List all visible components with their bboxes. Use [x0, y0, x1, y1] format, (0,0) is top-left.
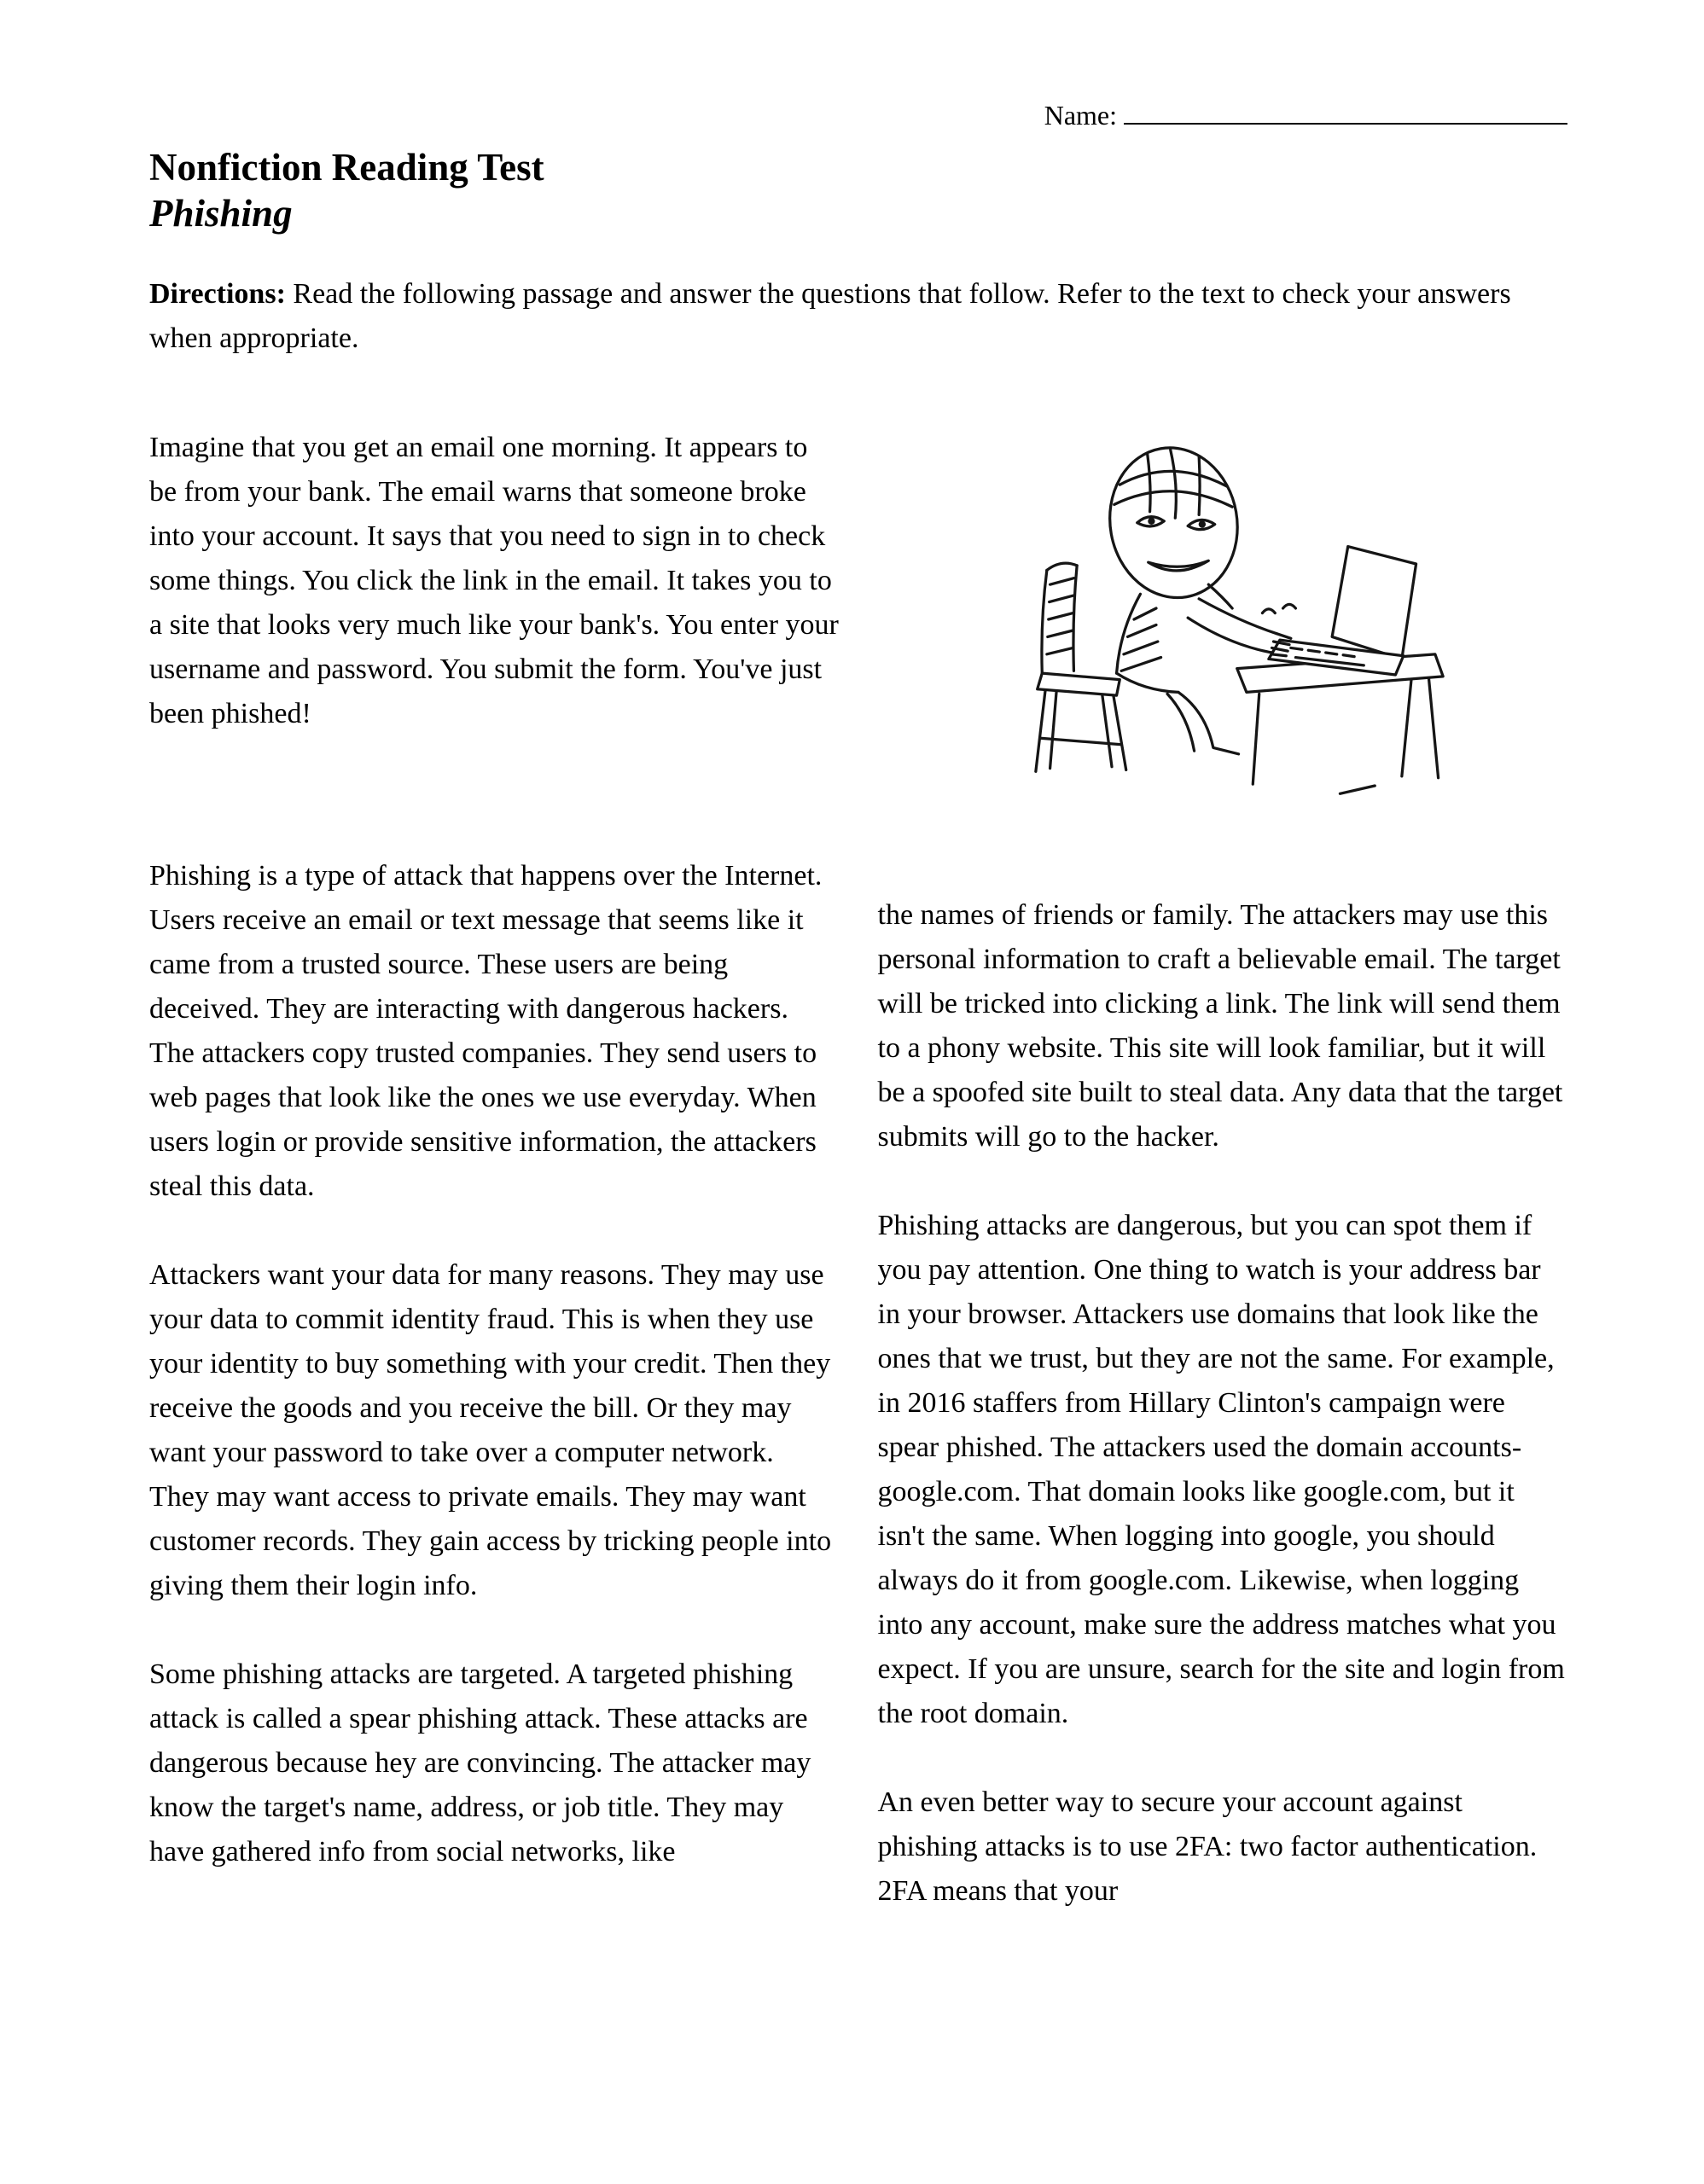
- hacker-illustration: [1001, 429, 1445, 810]
- paragraph: An even better way to secure your account against phishing attacks is to use 2FA: two factor authentication. 2FA means that your: [877, 1786, 1538, 1907]
- page-title: Nonfiction Reading Test: [149, 146, 544, 189]
- chair-drawing: [1036, 563, 1126, 771]
- directions-text: Read the following passage and answer the questions that follow. Refer to the text to check your answers when appropriate.: [149, 278, 1511, 354]
- paragraph: Attackers want your data for many reasons. They may use your data to commit identity fraud. This is when they use your identity to buy something with your credit. Then they receive the goods and you receive the bill. Or they may want your password to take over a computer network. They may want access to private emails. They may want customer records. They gain access by tricking people into giving them their login info.: [149, 1259, 832, 1601]
- right-column: [878, 854, 1568, 1914]
- laptop-drawing: [1269, 547, 1416, 675]
- intro-row: [149, 426, 1567, 810]
- paragraph: Phishing attacks are dangerous, but you can spot them if you pay attention. One thing to watch is your address bar in your browser. Attackers use domains that look like the ones that we trust, but they are not the same. For example, in 2016 staffers from Hillary Clinton's campaign were spear phished. The attackers used the domain accounts-google.com. That domain looks like google.com, but it isn't the same. When logging into google, you should always do it from google.com. Likewise, when logging into any account, make sure the address matches what you expect. If you are unsure, search for the site and login from the root domain.: [877, 1210, 1565, 1729]
- paragraph: Phishing is a type of attack that happens over the Internet. Users receive an email or text message that seems like it came from a trusted source. These users are being deceived. They are interacting with dangerous hackers. The attackers copy trusted companies. They send users to web pages that look like the ones we use everyday. When users login or provide sensitive information, the attackers steal this data.: [149, 860, 823, 1202]
- directions: [149, 272, 1567, 361]
- name-row: [149, 96, 1567, 132]
- figure-column: [878, 426, 1568, 810]
- left-column: [149, 854, 840, 1914]
- hacker-figure-drawing: [1098, 438, 1295, 754]
- two-column-body: [149, 854, 1567, 1914]
- name-label: Name:: [1044, 100, 1117, 131]
- paragraph: Some phishing attacks are targeted. A targeted phishing attack is called a spear phishing attack. These attacks are dangerous because hey are convincing. The attacker may know the target's name, address, or job title. They may have gathered info from social networks, like: [149, 1658, 811, 1867]
- directions-label: Directions:: [149, 278, 286, 310]
- paragraph-intro: Imagine that you get an email one morning. It appears to be from your bank. The email warns that someone broke into your account. It says that you need to sign in to check some things. You click the link in the email. It takes you to a site that looks very much like your bank's. You enter your username and password. You submit the form. You've just been phished!: [149, 432, 839, 729]
- paragraph: the names of friends or family. The attackers may use this personal information to craft a believable email. The target will be tricked into clicking a link. The link will send them to a phony website. This site will look familiar, but it will be a spoofed site built to steal data. Any data that the target submits will go to the hacker.: [877, 899, 1563, 1153]
- table-drawing: [1236, 654, 1442, 793]
- page-subtitle: Phishing: [149, 192, 293, 235]
- name-blank-line[interactable]: [1124, 96, 1567, 125]
